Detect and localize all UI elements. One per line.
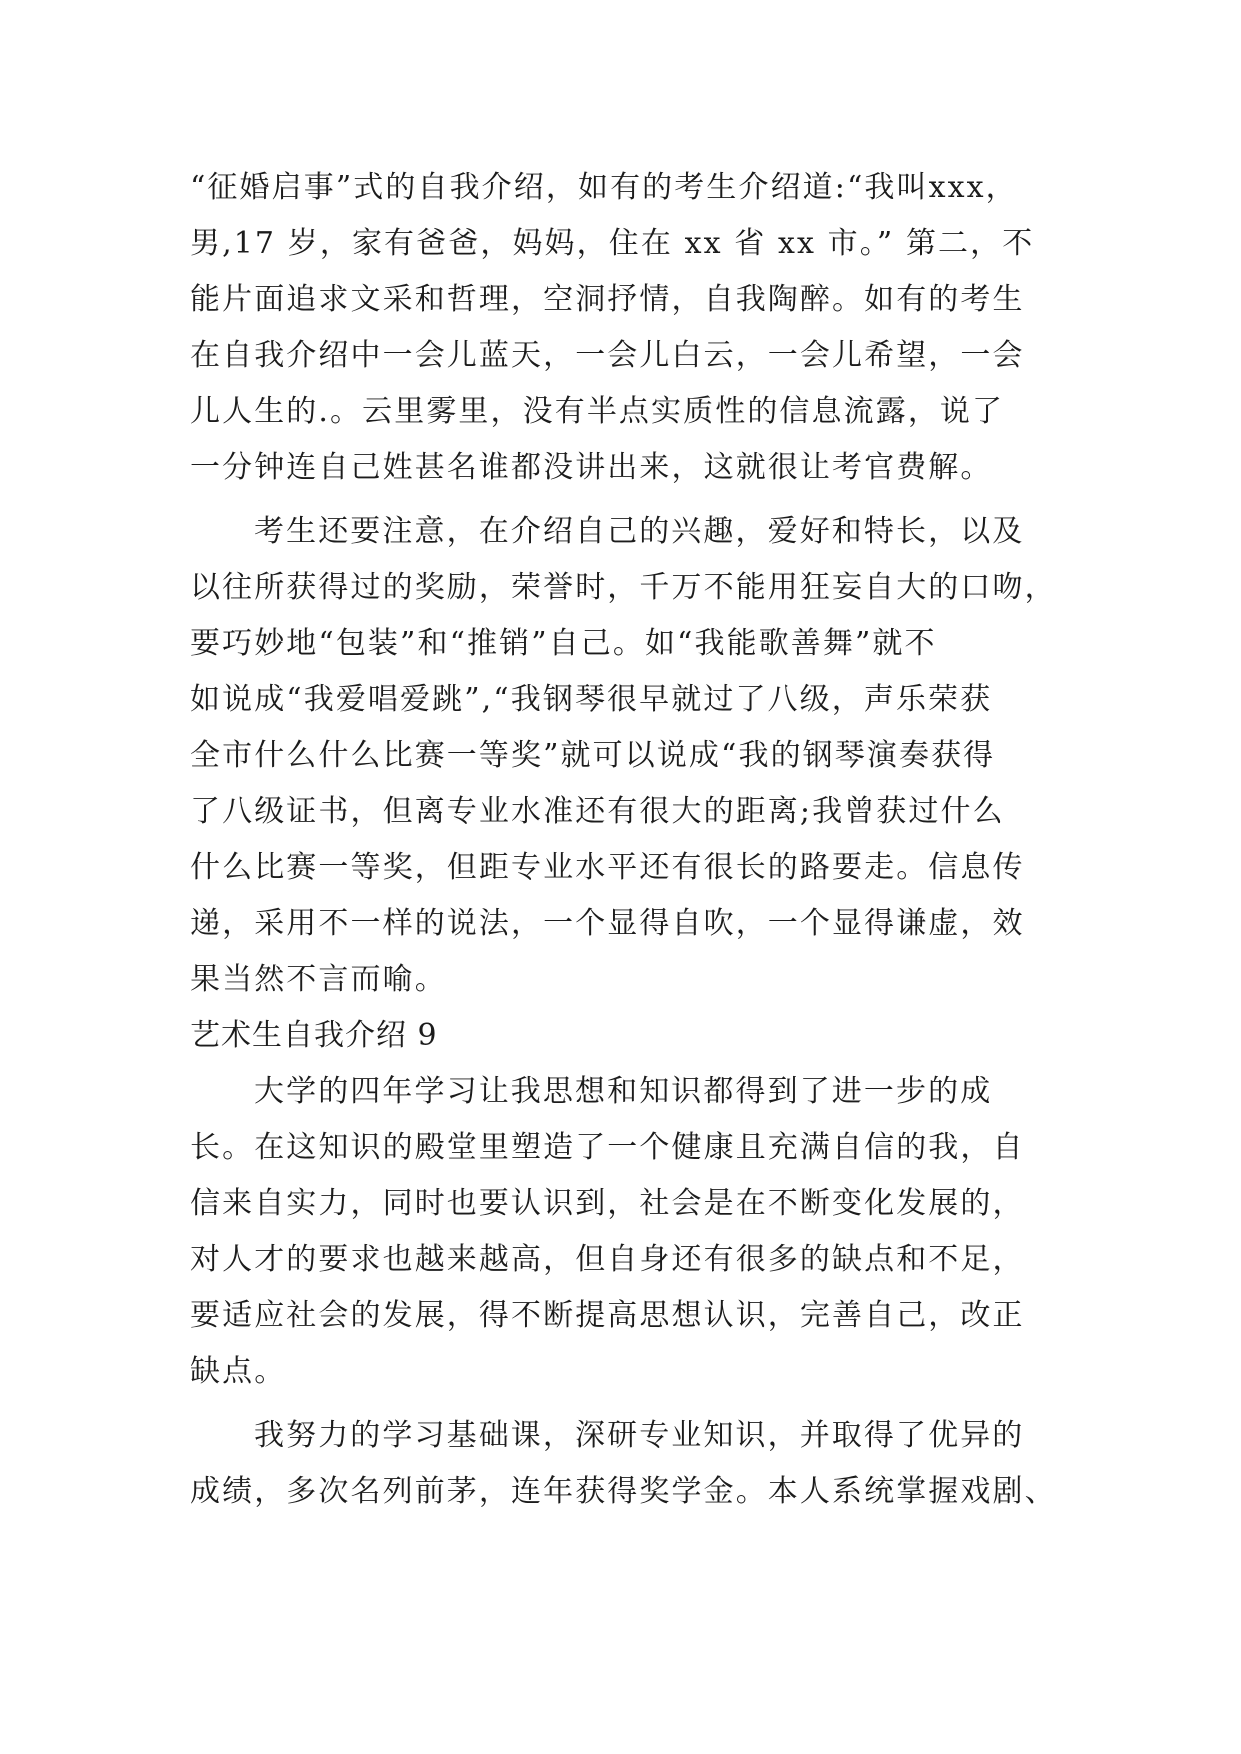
text-line: 能片面追求文采和哲理，空洞抒情，自我陶醉。如有的考生 <box>190 282 1025 317</box>
text-line: 考生还要注意，在介绍自己的兴趣，爱好和特长，以及 <box>254 514 1025 549</box>
text-line: 递，采用不一样的说法，一个显得自吹，一个显得谦虚，效 <box>190 906 1025 941</box>
text-line: 成绩，多次名列前茅，连年获得奖学金。本人系统掌握戏剧、 <box>190 1474 1057 1509</box>
document-page <box>190 160 1065 1520</box>
heading-text: 艺术生自我介绍 9 <box>190 1018 438 1053</box>
paragraph <box>190 504 1065 1008</box>
text-line: 全市什么什么比赛一等奖”就可以说成“我的钢琴演奏获得 <box>190 738 996 773</box>
text-line: 对人才的要求也越来越高，但自身还有很多的缺点和不足， <box>190 1242 1025 1277</box>
text-line: 我努力的学习基础课，深研专业知识，并取得了优异的 <box>254 1418 1025 1453</box>
text-line: 缺点。 <box>190 1354 287 1389</box>
text-line: 了八级证书，但离专业水准还有很大的距离;我曾获过什么 <box>190 794 1005 829</box>
text-line: 长。在这知识的殿堂里塑造了一个健康且充满自信的我，自 <box>190 1130 1025 1165</box>
text-line: 果当然不言而喻。 <box>190 962 447 997</box>
paragraph <box>190 1408 1065 1520</box>
paragraph <box>190 160 1065 496</box>
text-line: 如说成“我爱唱爱跳”,“我钢琴很早就过了八级，声乐荣获 <box>190 682 993 717</box>
text-line: 信来自实力，同时也要认识到，社会是在不断变化发展的， <box>190 1186 1025 1221</box>
paragraph <box>190 1064 1065 1400</box>
text-line: 大学的四年学习让我思想和知识都得到了进一步的成 <box>254 1074 993 1109</box>
section-heading <box>190 1008 1065 1064</box>
text-line: 儿人生的.。云里雾里，没有半点实质性的信息流露，说了 <box>190 394 1005 429</box>
text-line: 要适应社会的发展，得不断提高思想认识，完善自己，改正 <box>190 1298 1025 1333</box>
text-line: 以往所获得过的奖励，荣誉时，千万不能用狂妄自大的口吻， <box>190 570 1057 605</box>
text-line: 男,17 岁，家有爸爸，妈妈，住在 xx 省 xx 市。” 第二，不 <box>190 226 1035 261</box>
text-line: 在自我介绍中一会儿蓝天，一会儿白云，一会儿希望，一会 <box>190 338 1025 373</box>
text-line: 一分钟连自己姓甚名谁都没讲出来，这就很让考官费解。 <box>190 450 993 485</box>
text-line: 要巧妙地“包装”和“推销”自己。如“我能歌善舞”就不 <box>190 626 937 661</box>
text-line: “征婚启事”式的自我介绍，如有的考生介绍道:“我叫xxx， <box>190 170 1018 205</box>
text-line: 什么比赛一等奖，但距专业水平还有很长的路要走。信息传 <box>190 850 1025 885</box>
